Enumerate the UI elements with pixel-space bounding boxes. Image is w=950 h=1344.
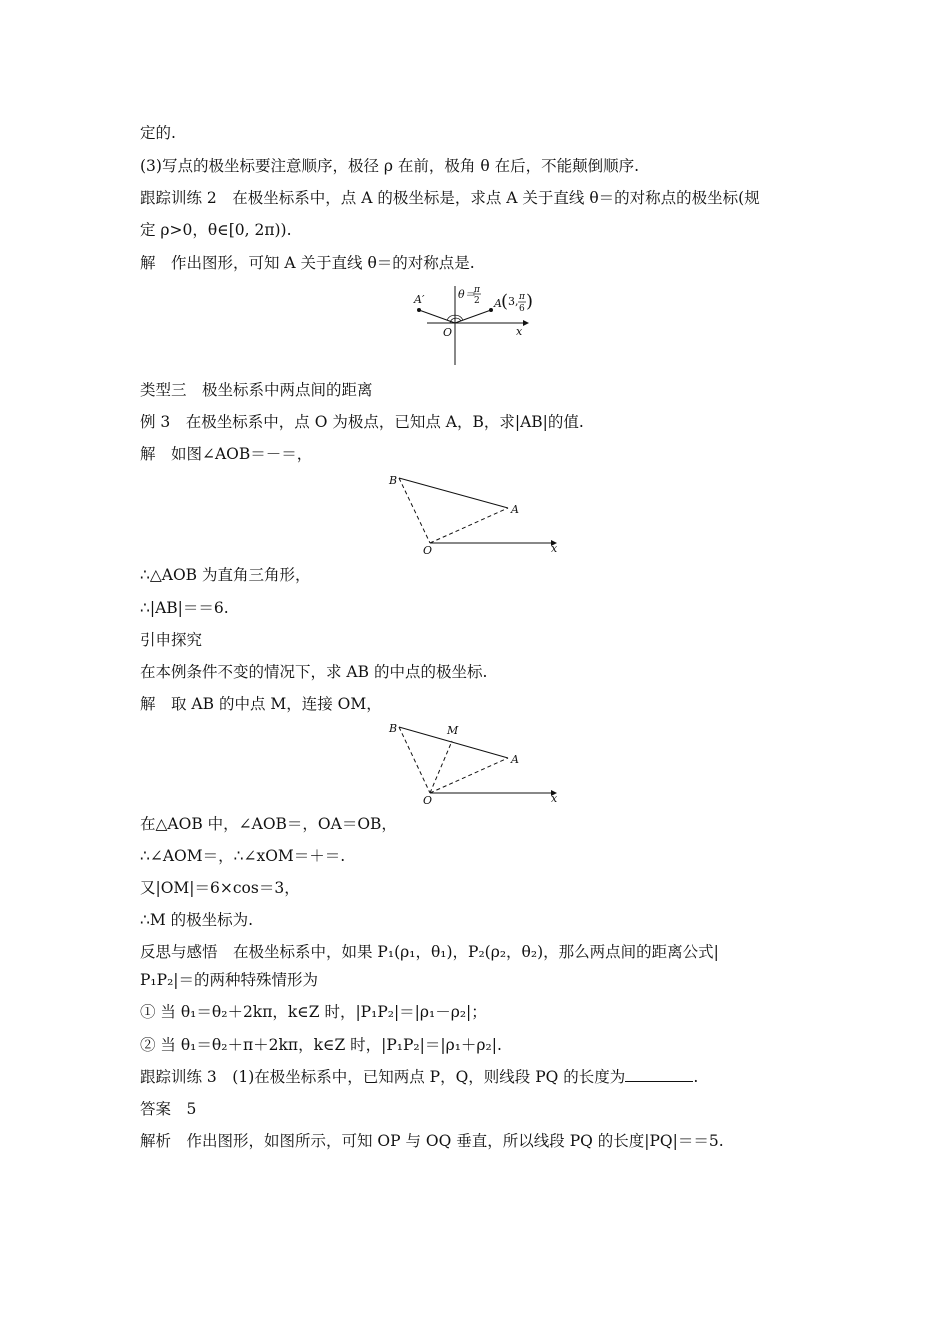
text-line-9: ∴△AOB 为直角三角形， — [140, 566, 311, 584]
text-line-7: 例 3 在极坐标系中，点 O 为极点，已知点 A，B，求|AB|的值. — [140, 413, 584, 431]
text-line-17: ∴M 的极坐标为. — [140, 911, 254, 929]
label-a: A — [511, 753, 519, 766]
text-line-4: 定 ρ>0，θ∈[0, 2π)). — [140, 221, 292, 239]
label-theta: θ＝ — [458, 288, 476, 301]
label-x-axis: x — [516, 325, 523, 338]
label-three: 3, — [508, 295, 519, 308]
text-line-18: 反思与感悟 在极坐标系中，如果 P₁(ρ₁，θ₁)，P₂(ρ₂，θ₂)，那么两点间的距离公式| — [140, 943, 719, 961]
label-a: A — [494, 297, 502, 310]
text-line-19: P₁P₂|＝的两种特殊情形为 — [140, 971, 319, 989]
text-line-11: 引申探究 — [140, 631, 203, 649]
figure-symmetric-point — [405, 283, 540, 368]
label-pi: π — [474, 285, 480, 295]
text-line-21: ② 当 θ₁＝θ₂＋π＋2kπ，k∈Z 时，|P₁P₂|＝|ρ₁＋ρ₂|. — [140, 1036, 502, 1054]
text-line-16: 又|OM|＝6×cos＝3， — [140, 879, 300, 897]
label-pi-2: π — [519, 292, 525, 302]
label-a-prime: A′ — [414, 293, 425, 306]
figure-midpoint-m — [385, 717, 565, 805]
text-line-24: 解析 作出图形，如图所示，可知 OP 与 OQ 垂直，所以线段 PQ 的长度|PQ|＝＝5. — [140, 1132, 724, 1150]
label-x-axis: x — [551, 542, 558, 555]
text-line-15: ∴∠AOM＝，∴∠xOM＝＋＝. — [140, 847, 346, 865]
label-origin: O — [443, 326, 453, 339]
label-b: B — [389, 722, 398, 735]
svg-text:): ) — [526, 291, 534, 312]
label-two: 2 — [474, 296, 480, 306]
svg-text:(: ( — [501, 291, 509, 312]
text-line-1: 定的. — [140, 124, 176, 142]
text-line-8: 解 如图∠AOB＝－＝， — [140, 445, 313, 463]
text-line-14: 在△AOB 中，∠AOB＝，OA＝OB， — [140, 815, 397, 833]
exercise-3-text: 跟踪训练 3 (1)在极坐标系中，已知两点 P，Q，则线段 PQ 的长度为 — [140, 1068, 626, 1086]
label-x-axis: x — [551, 792, 558, 805]
text-line-10: ∴|AB|＝＝6. — [140, 599, 229, 617]
label-six: 6 — [519, 304, 525, 314]
figure-triangle-aob — [385, 470, 565, 555]
section-heading: 类型三 极坐标系中两点间的距离 — [140, 381, 373, 399]
label-origin: O — [423, 544, 433, 557]
text-line-5: 解 作出图形，可知 A 关于直线 θ＝的对称点是. — [140, 254, 475, 272]
label-b: B — [389, 474, 398, 487]
text-line-2: (3)写点的极坐标要注意顺序，极径 ρ 在前，极角 θ 在后，不能颠倒顺序. — [140, 157, 640, 175]
text-line-12: 在本例条件不变的情况下，求 AB 的中点的极坐标. — [140, 663, 488, 681]
text-line-13: 解 取 AB 的中点 M，连接 OM， — [140, 695, 382, 713]
text-line-20: ① 当 θ₁＝θ₂＋2kπ，k∈Z 时，|P₁P₂|＝|ρ₁－ρ₂|； — [140, 1003, 487, 1021]
answer-blank — [625, 1067, 693, 1082]
label-a: A — [511, 503, 519, 516]
label-m: M — [447, 724, 459, 737]
text-line-22 — [140, 1067, 698, 1087]
text-line-23: 答案 5 — [140, 1100, 197, 1118]
text-line-3: 跟踪训练 2 在极坐标系中，点 A 的极坐标是，求点 A 关于直线 θ＝的对称点的极坐标(规 — [140, 189, 760, 207]
exercise-3-period: . — [693, 1068, 699, 1086]
label-origin: O — [423, 794, 433, 807]
